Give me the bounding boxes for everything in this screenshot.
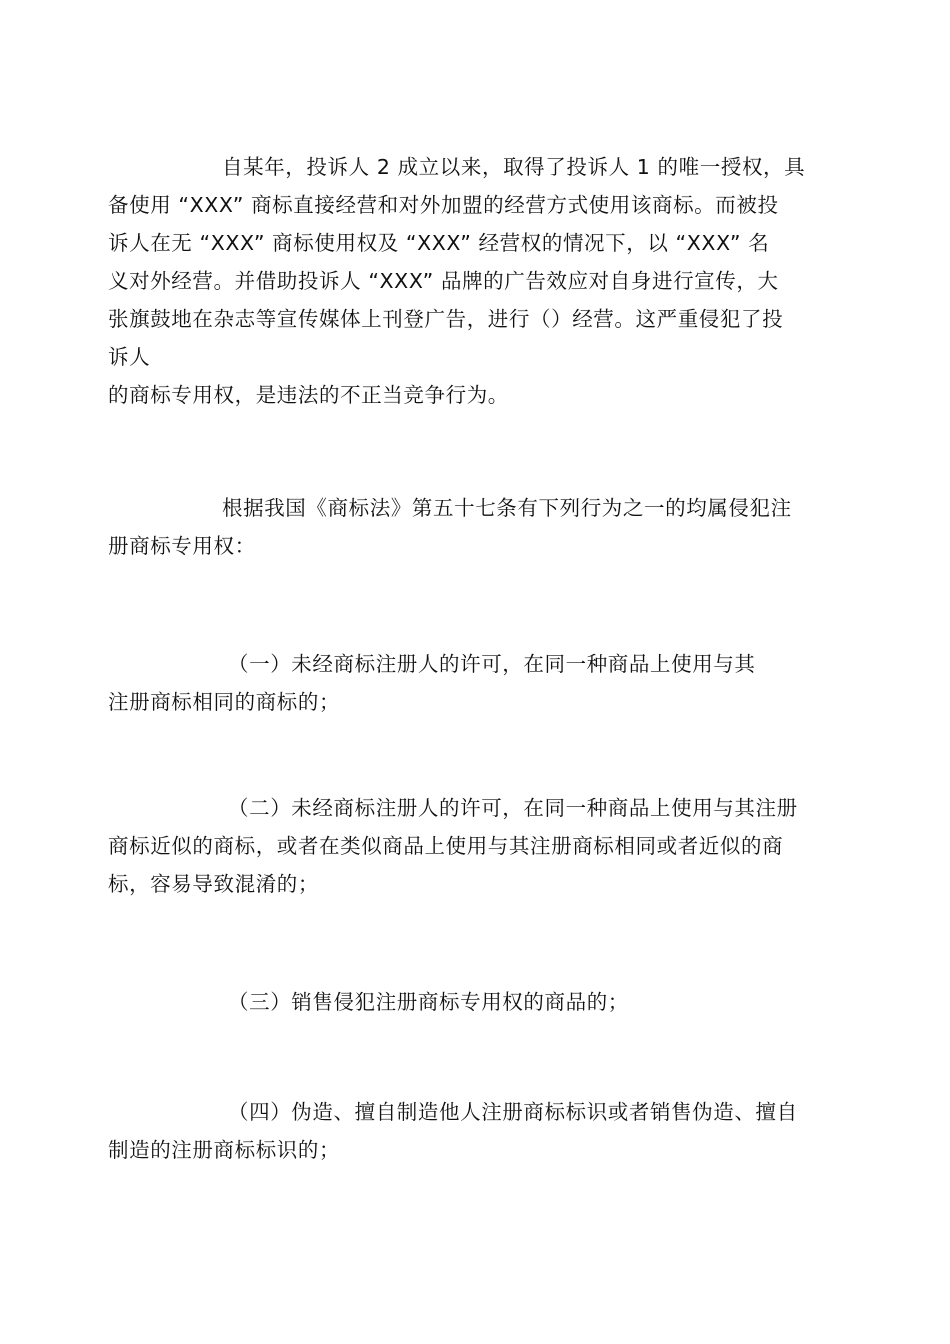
paragraph-line: 商标近似的商标，或者在类似商品上使用与其注册商标相同或者近似的商: [108, 834, 784, 858]
paragraph-line: 注册商标相同的商标的；: [108, 690, 341, 714]
paragraph-line: 诉人在无 “XXX” 商标使用权及 “XXX” 经营权的情况下，以 “XXX” 名: [108, 231, 770, 255]
paragraph-line: 诉人: [108, 345, 151, 369]
paragraph-line: （二）未经商标注册人的许可，在同一种商品上使用与其注册: [228, 796, 798, 820]
paragraph-line: 的商标专用权，是违法的不正当竞争行为。: [108, 383, 509, 407]
paragraph-line: 义对外经营。并借助投诉人 “XXX” 品牌的广告效应对自身进行宣传，大: [108, 269, 779, 293]
paragraph-line: 备使用 “XXX” 商标直接经营和对外加盟的经营方式使用该商标。而被投: [108, 193, 779, 217]
paragraph-line: 制造的注册商标标识的；: [108, 1138, 341, 1162]
paragraph-line: （四）伪造、擅自制造他人注册商标标识或者销售伪造、擅自: [228, 1100, 798, 1124]
paragraph-line: 标，容易导致混淆的；: [108, 872, 319, 896]
paragraph-line: 根据我国《商标法》第五十七条有下列行为之一的均属侵犯注: [222, 496, 792, 520]
paragraph-line: 张旗鼓地在杂志等宣传媒体上刊登广告，进行（）经营。这严重侵犯了投: [108, 307, 784, 331]
paragraph-line: （一）未经商标注册人的许可，在同一种商品上使用与其: [228, 652, 756, 676]
paragraph-line: （三）销售侵犯注册商标专用权的商品的；: [228, 990, 629, 1014]
paragraph-line: 册商标专用权：: [108, 534, 256, 558]
paragraph-line: 自某年，投诉人 2 成立以来，取得了投诉人 1 的唯一授权，具: [222, 155, 806, 179]
